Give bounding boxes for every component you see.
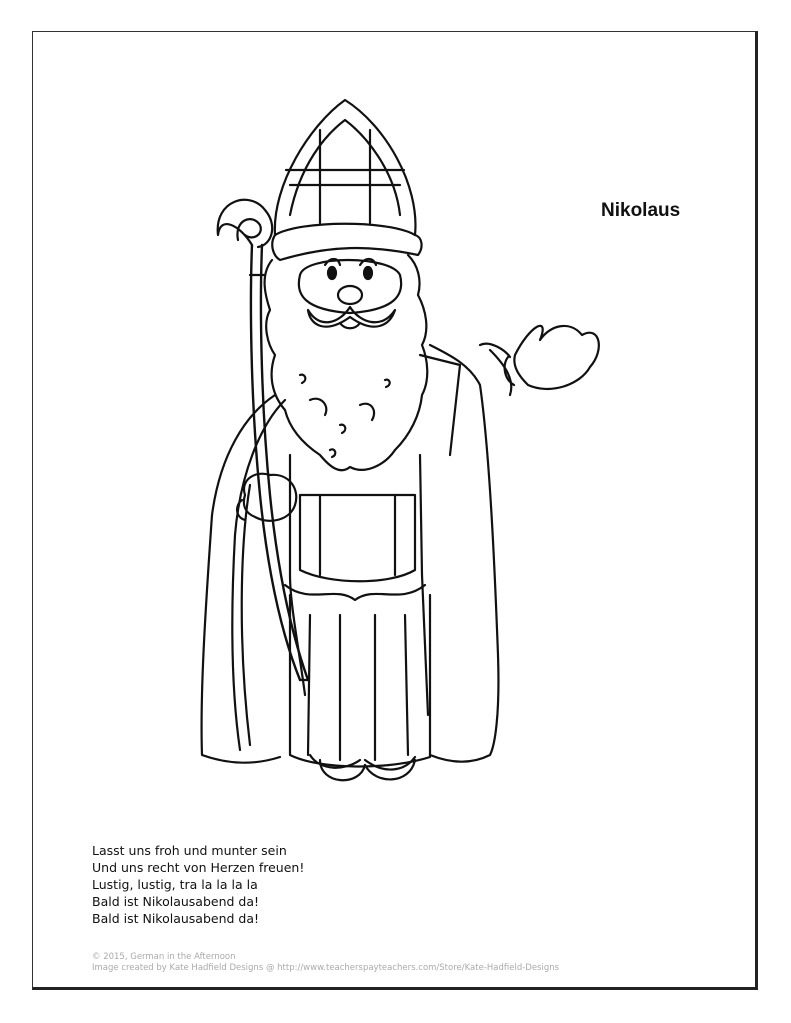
song-lyrics [92,842,304,927]
robe [202,345,512,770]
page-title: Nikolaus [601,200,681,221]
lyric-line: Und uns recht von Herzen freuen! [92,860,305,875]
crosier-staff [218,200,308,680]
lyric-line: Lasst uns froh und munter sein [92,843,287,858]
lyric-line: Bald ist Nikolausabend da! [92,894,260,909]
saint-nicholas-illustration [190,95,610,795]
lyric-line: Lustig, lustig, tra la la la la [92,877,258,892]
image-credit-text: Image created by Kate Hadfield Designs @ http://www.teacherspayteachers.com/Store/Kate-Hadfield-Designs [92,963,560,973]
copyright-text: © 2015, German in the Afternoon [92,952,236,962]
face [299,259,401,328]
mitre [272,100,421,260]
credits [92,952,559,974]
lyric-line: Bald ist Nikolausabend da! [92,911,260,926]
